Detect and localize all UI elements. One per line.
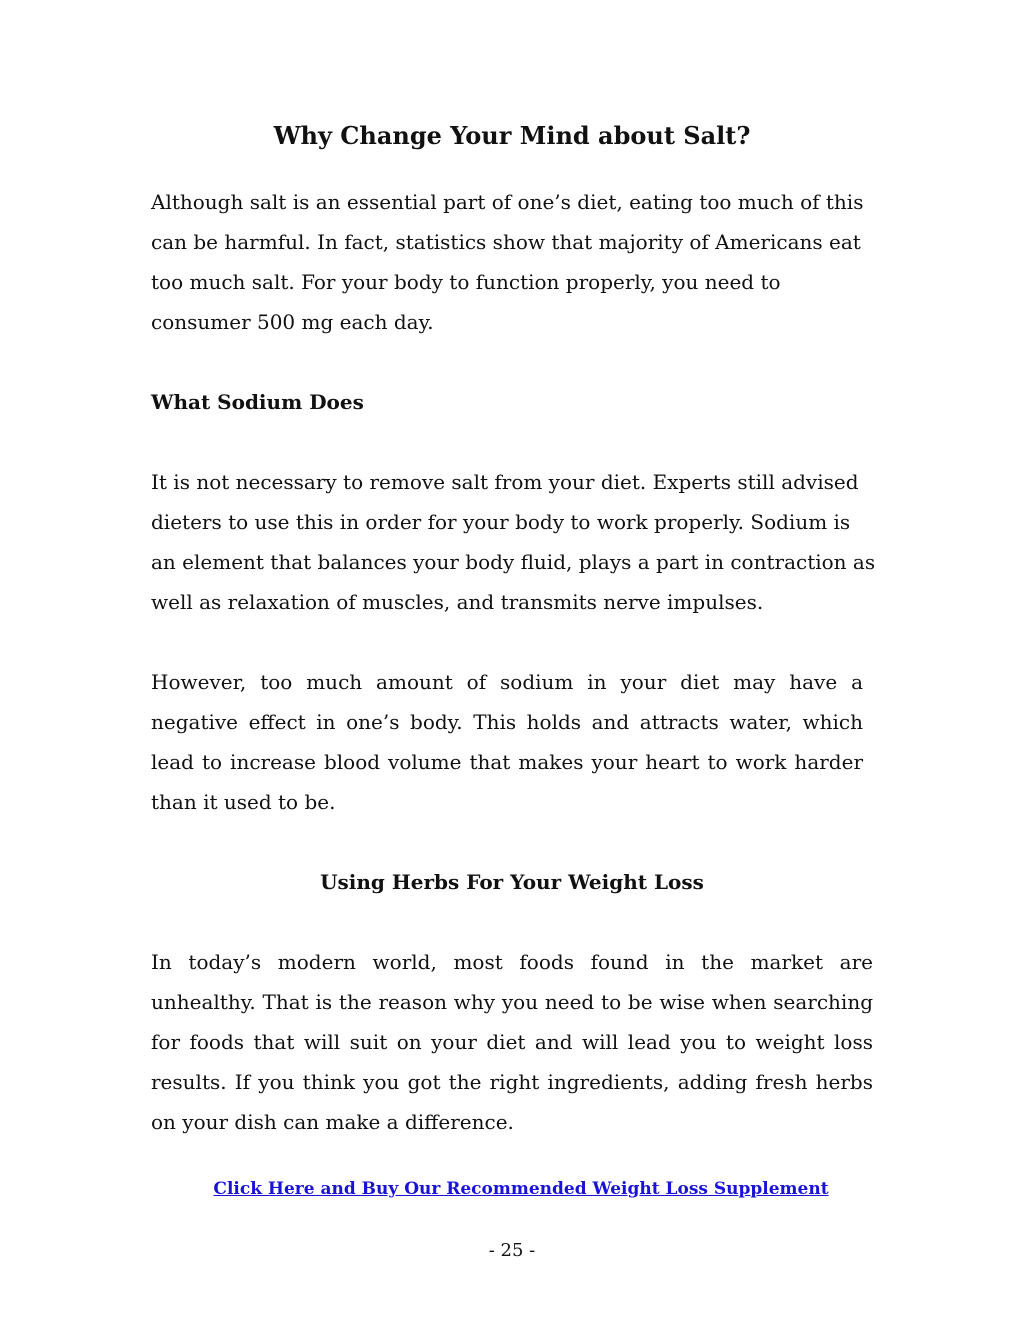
paragraph-sodium-excess: However, too much amount of sodium in your diet may have a negative effect in one’s body. This holds and attracts water, which lead to increase blood volume that makes your heart to work harder than it used to be.: [151, 670, 863, 814]
paragraph-herbs: In today’s modern world, most foods found in the market are unhealthy. That is the reason why you need to be wise when searching for foods that will suit on your diet and will lead you to weight loss results. If you think you got the right ingredients, adding fresh herbs on your dish can make a difference.: [151, 950, 873, 1134]
recommended-supplement-link[interactable]: Click Here and Buy Our Recommended Weight Loss Supplement: [213, 1179, 829, 1199]
page-number: - 25 -: [488, 1240, 536, 1261]
paragraph-salt-intro: Although salt is an essential part of one’s diet, eating too much of this can be harmful. In fact, statistics show that majority of Americans eat too much salt. For your body to function properly, you need to consumer 500 mg each day.: [151, 190, 864, 334]
subheading-using-herbs: Using Herbs For Your Weight Loss: [320, 870, 704, 894]
subheading-what-sodium-does: What Sodium Does: [151, 390, 364, 414]
paragraph-sodium-role: It is not necessary to remove salt from your diet. Experts still advised dieters to use this in order for your body to work properly. Sodium is an element that balances your body fluid, plays a part in contraction as well as relaxation of muscles, and transmits nerve impulses.: [151, 470, 876, 614]
page-title: Why Change Your Mind about Salt?: [273, 121, 751, 150]
